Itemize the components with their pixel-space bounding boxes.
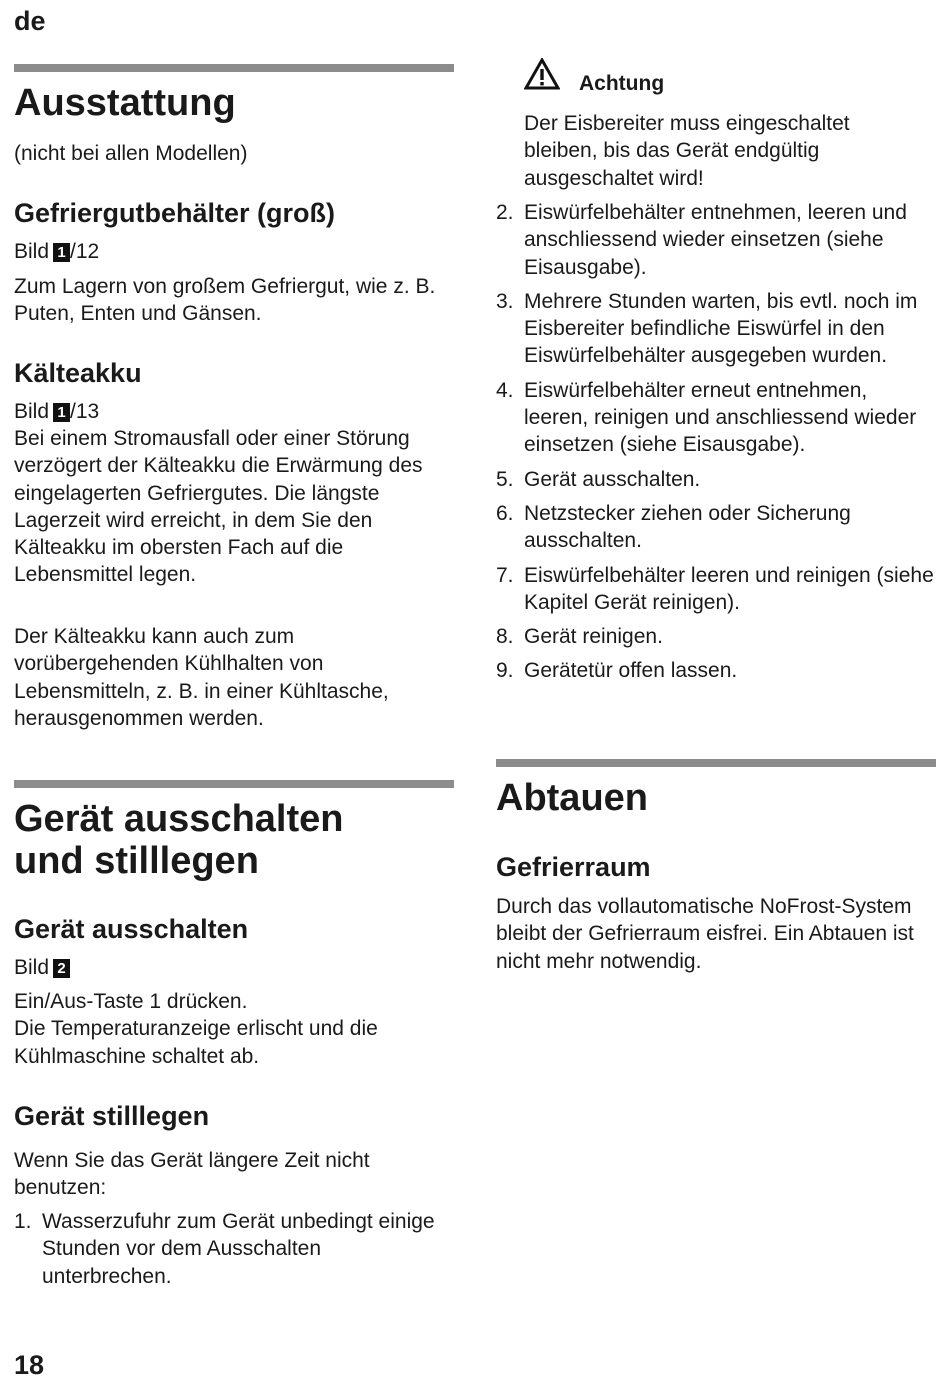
list-item [496,288,936,370]
list-item [496,562,936,617]
section-rule [14,64,454,72]
steps-list [496,199,936,692]
warning-title: Achtung [579,72,665,95]
section-title-ausstattung: Ausstattung [14,82,236,124]
heading-geraet-ausschalten: Gerät ausschalten [14,914,249,944]
language-code: de [14,6,46,36]
step-number: 1. [14,1210,32,1233]
step-number: 6. [496,501,514,525]
paragraph: Durch das vollautomatische NoFrost-System bleibt der Gefrierraum eisfrei. Ein Abtauen ist nicht mehr notwendig. [496,895,914,973]
list-item [496,466,936,493]
step-number: 5. [496,467,514,491]
figure-number-badge: 1 [53,403,70,422]
list-item [496,199,936,281]
step-text: Gerät reinigen. [524,625,663,649]
figure-reference [14,398,99,425]
section-subtitle: (nicht bei allen Modellen) [14,142,248,165]
step-number: 9. [496,659,514,683]
step-number: 2. [496,201,514,224]
step-text: Eiswürfelbehälter leeren und reinigen (siehe Kapitel Gerät reinigen). [524,563,934,614]
figure-reference [14,954,70,981]
section-title-geraet-ausschalten [14,798,343,882]
title-line: und stilllegen [14,840,259,882]
figure-number-badge: 1 [53,243,70,262]
list-item [496,377,936,459]
figure-label: Bild [14,400,50,423]
section-rule [14,780,454,788]
section-title-abtauen: Abtauen [496,777,648,819]
step-number: 4. [496,378,514,402]
paragraph [14,988,454,1070]
step-text: Gerätetür offen lassen. [524,659,738,683]
figure-position: /12 [70,240,100,263]
list-item [496,623,936,650]
heading-kaelteakku: Kälteakku [14,358,142,388]
paragraph: Der Kälteakku kann auch zum vorübergehenden Kühlhalten von Lebensmitteln, z. B. in einer Kühltasche, herausgenommen werden. [14,625,389,730]
step-text: Mehrere Stunden warten, bis evtl. noch im Eisbereiter befindliche Eiswürfel in den Eiswürfelbehälter ausgegeben wurden. [524,289,918,368]
figure-label: Bild [14,240,50,263]
paragraph: Wenn Sie das Gerät längere Zeit nicht benutzen: [14,1149,370,1200]
figure-label: Bild [14,956,50,979]
paragraph: Bei einem Stromausfall oder einer Störung verzögert der Kälteakku die Erwärmung des eingelagerten Gefriergutes. Die längste Lagerzeit wird erreicht, in dem Sie den Kälteakku im obersten Fach auf die Lebensmittel legen. [14,427,423,587]
step-text: Eiswürfelbehälter erneut entnehmen, leeren, reinigen und anschliessend wieder einsetzen (siehe Eisausgabe). [524,378,917,457]
warning-triangle-icon [524,58,560,90]
step-text: Gerät ausschalten. [524,467,701,491]
text-line: Ein/Aus-Taste 1 drücken. [14,990,248,1013]
steps-list [14,1208,454,1297]
paragraph: Zum Lagern von großem Gefriergut, wie z. B. Puten, Enten und Gänsen. [14,275,436,326]
text-line: Die Temperaturanzeige erlischt und die Kühlmaschine schaltet ab. [14,1017,378,1068]
step-number: 3. [496,289,514,313]
figure-reference [14,238,99,265]
step-number: 8. [496,625,514,649]
list-item [496,657,936,684]
heading-gefriergutbehaelter: Gefriergutbehälter (groß) [14,198,336,228]
page-number: 18 [14,1350,45,1380]
list-item [496,500,936,555]
section-rule [496,759,936,767]
heading-gefrierraum: Gefrierraum [496,852,651,882]
list-item [14,1208,454,1290]
step-text: Wasserzufuhr zum Gerät unbedingt einige Stunden vor dem Ausschalten unterbrechen. [42,1210,435,1288]
step-text: Netzstecker ziehen oder Sicherung ausschalten. [524,501,851,553]
figure-position: /13 [70,400,100,423]
title-line: Gerät ausschalten [14,798,344,840]
step-text: Eiswürfelbehälter entnehmen, leeren und anschliessend wieder einsetzen (siehe Eisausgabe). [524,201,907,279]
heading-geraet-stilllegen: Gerät stilllegen [14,1101,210,1131]
warning-text: Der Eisbereiter muss eingeschaltet bleiben, bis das Gerät endgültig ausgeschaltet wird! [524,112,850,190]
figure-number-badge: 2 [53,959,70,978]
step-number: 7. [496,563,514,587]
